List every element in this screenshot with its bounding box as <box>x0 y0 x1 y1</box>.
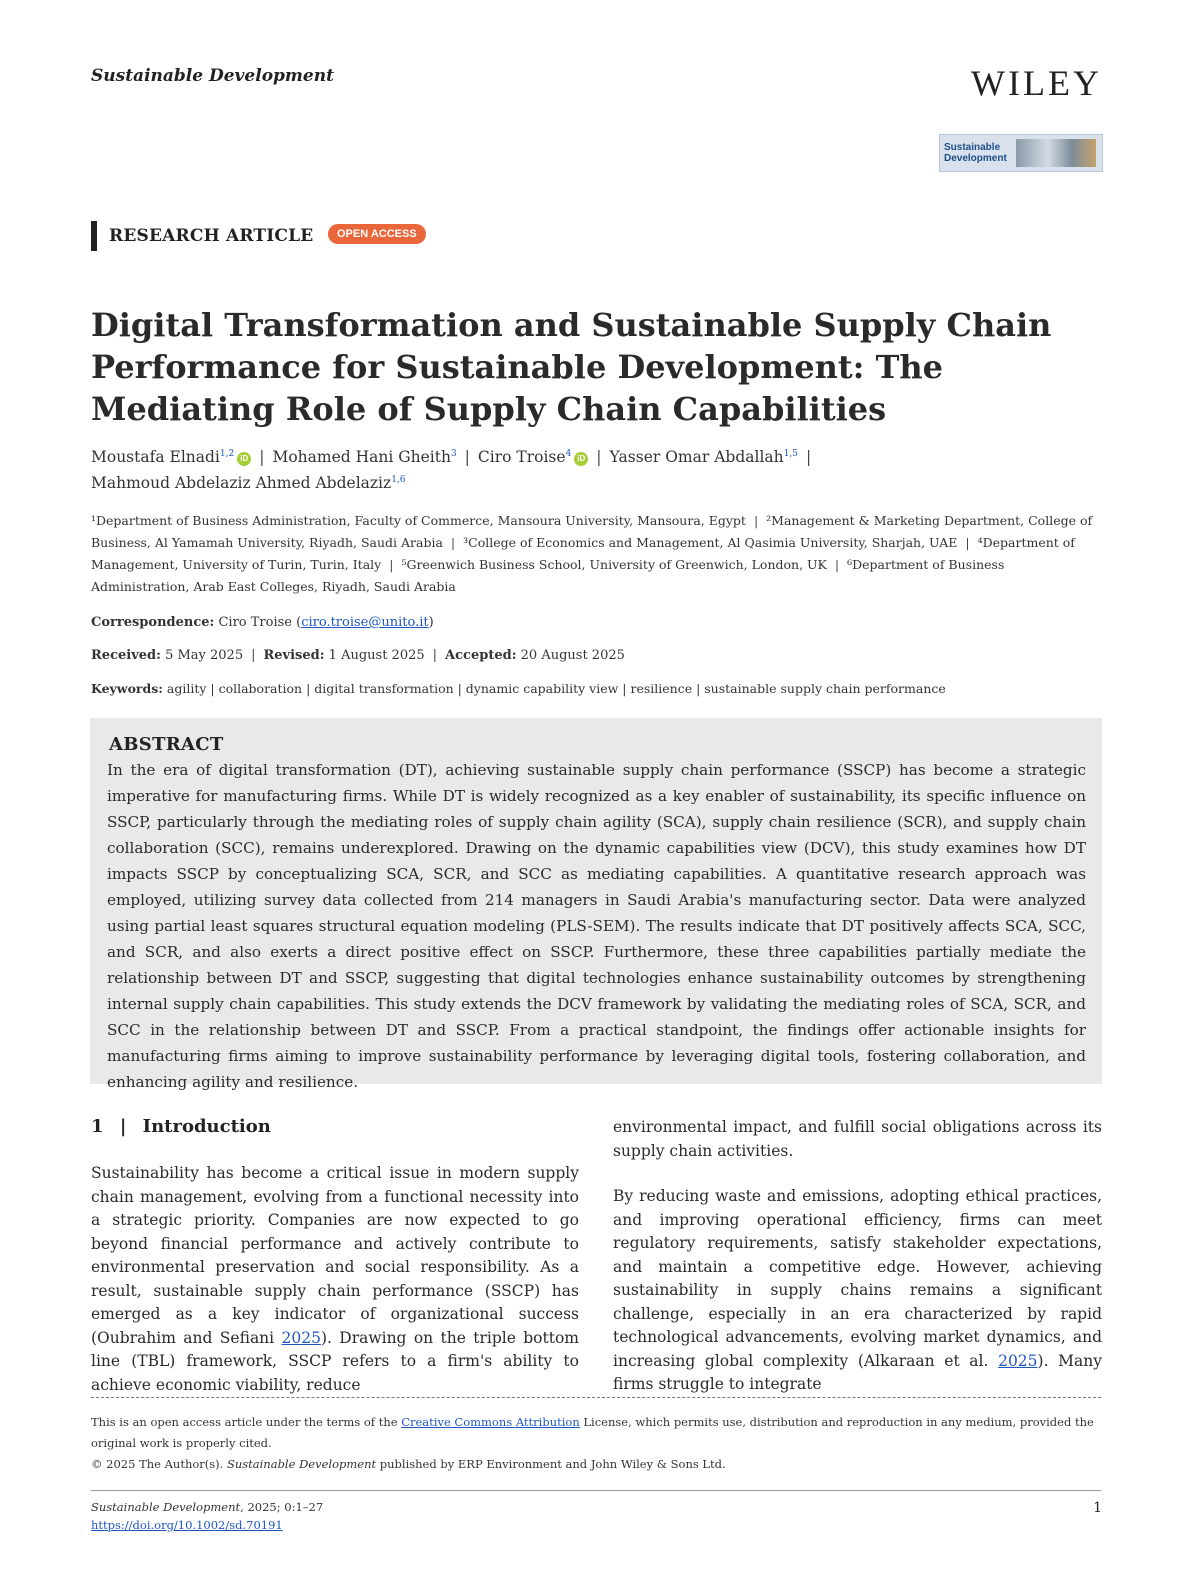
revised-date: 1 August 2025 <box>328 648 425 663</box>
citation-link[interactable]: 2025 <box>998 1351 1038 1370</box>
correspondence-email-link[interactable]: ciro.troise@unito.it <box>301 615 429 630</box>
paragraph-text: By reducing waste and emissions, adopting ethical practices, and improving operational efficiency, firms can meet regulatory requirements, satisfy stakeholder expectations, and maintain a competitive edge. However, achieving sustainability in supply chains remains a significant challenge, especially in an era characterized by rapid technological advancements, evolving market dynamics, and increasing global complexity (Alkaraan et al. <box>613 1187 1102 1370</box>
author-name[interactable]: Ciro Troise <box>477 448 566 467</box>
article-title: Digital Transformation and Sustainable Supply Chain Performance for Sustainable Development: The Mediating Role of Supply Chain Capabilities <box>91 306 1052 428</box>
license-notice <box>91 1412 1101 1475</box>
publisher-logo[interactable]: WILEY <box>971 63 1102 103</box>
copyright-text: © 2025 The Author(s). <box>91 1457 227 1471</box>
author-affil-sup[interactable]: 1,2 <box>219 449 235 459</box>
section-title: Introduction <box>142 1116 271 1137</box>
section-number: 1 <box>91 1116 104 1137</box>
abstract-box <box>90 718 1102 1091</box>
open-access-badge: OPEN ACCESS <box>328 224 426 244</box>
section-divider: | <box>119 1116 127 1137</box>
correspondence-name: Ciro Troise ( <box>218 615 302 630</box>
affiliation: ²Management & Marketing Department, College of Business, Al Yamamah University, Riyadh, Saudi Arabia <box>91 513 1093 550</box>
journal-cover-thumbnail[interactable] <box>939 134 1103 172</box>
author-affil-sup[interactable]: 1,5 <box>783 449 798 459</box>
affiliation: ³College of Economics and Management, Al Qasimia University, Sharjah, UAE <box>463 535 958 550</box>
paragraph <box>613 1185 1102 1397</box>
article-type-marker <box>91 221 97 251</box>
author-separator: | <box>596 448 602 467</box>
paragraph <box>91 1162 579 1397</box>
paragraph-text: ). Drawing on the triple bottom line (TBL) framework, SSCP refers to a firm's ability to achieve economic viability, reduce <box>91 1328 579 1394</box>
cc-license-link[interactable]: Creative Commons Attribution <box>401 1415 580 1429</box>
date-separator: | <box>251 648 256 663</box>
article-type: RESEARCH ARTICLE <box>109 226 314 246</box>
article-dates <box>91 648 625 663</box>
copyright-journal: Sustainable Development <box>226 1457 377 1471</box>
revised-label: Revised: <box>263 648 325 663</box>
citation-line <box>91 1498 323 1516</box>
doi-link[interactable]: https://doi.org/10.1002/sd.70191 <box>91 1518 283 1532</box>
footer-divider <box>91 1490 1101 1491</box>
copyright-text: published by ERP Environment and John Wiley & Sons Ltd. <box>376 1457 726 1471</box>
license-text: This is an open access article under the terms of the <box>91 1415 402 1429</box>
affiliations <box>91 510 1101 598</box>
abstract-text: In the era of digital transformation (DT), achieving sustainable supply chain performance (SSCP) has become a strategic imperative for manufacturing firms. While DT is widely recognized as a key enabler of sustainability, its specific influence on SSCP, particularly through the mediating roles of supply chain agility (SCA), supply chain resilience (SCR), and supply chain collaboration (SCC), remains underexplored. Drawing on the dynamic capabilities view (DCV), this study examines how DT impacts SSCP by conceptualizing SCA, SCR, and SCC as mediating capabilities. A quantitative research approach was employed, utilizing survey data collected from 214 managers in Saudi Arabia's manufacturing sector. Data were analyzed using partial least squares structural equation modeling (PLS-SEM). The results indicate that DT positively affects SCA, SCC, and SCR, and also exerts a direct positive effect on SSCP. Furthermore, these three capabilities partially mediate the relationship between DT and SSCP, suggesting that digital technologies enhance sustainability outcomes by strengthening internal supply chain capabilities. This study extends the DCV framework by validating the mediating roles of SCA, SCR, and SCC in the relationship between DT and SSCP. From a practical standpoint, the findings offer actionable insights for manufacturing firms aiming to improve sustainability performance by leveraging digital tools, fostering collaboration, and enhancing agility and resilience. <box>107 761 1086 1091</box>
citation-link[interactable]: 2025 <box>281 1328 321 1347</box>
keywords-label: Keywords: <box>91 681 163 696</box>
author-name[interactable]: Yasser Omar Abdallah <box>609 448 784 467</box>
author-affil-sup[interactable]: 3 <box>450 449 457 459</box>
author-affil-sup[interactable]: 4 <box>565 449 572 459</box>
license-line <box>91 1412 1101 1454</box>
received-date: 5 May 2025 <box>165 648 244 663</box>
affiliation-separator: | <box>834 557 840 572</box>
orcid-icon[interactable]: iD <box>574 452 588 466</box>
correspondence-close: ) <box>428 615 434 630</box>
citation-journal: Sustainable Development <box>91 1500 241 1514</box>
abstract-heading: ABSTRACT <box>109 734 224 755</box>
cover-title: Sustainable Development <box>944 142 1007 164</box>
right-column <box>613 1116 1102 1397</box>
page-number: 1 <box>1093 1500 1102 1516</box>
orcid-icon[interactable]: iD <box>237 452 251 466</box>
cover-image <box>1016 139 1096 167</box>
license-text: License, which permits use, distribution and reproduction in any medium, provided the original work is properly cited. <box>91 1415 1094 1450</box>
author-name[interactable]: Moustafa Elnadi <box>91 448 220 467</box>
accepted-label: Accepted: <box>445 648 517 663</box>
section-heading <box>91 1116 271 1137</box>
author-name[interactable]: Mohamed Hani Gheith <box>272 448 451 467</box>
received-label: Received: <box>91 648 161 663</box>
author-name[interactable]: Mahmoud Abdelaziz Ahmed Abdelaziz <box>91 474 392 493</box>
accepted-date: 20 August 2025 <box>520 648 625 663</box>
affiliation: ¹Department of Business Administration, Faculty of Commerce, Mansoura University, Mansoura, Egypt <box>91 513 746 528</box>
citation-details: , 2025; 0:1–27 <box>240 1500 324 1514</box>
correspondence <box>91 615 434 630</box>
keywords <box>91 681 946 696</box>
author-separator: | <box>464 448 470 467</box>
affiliation-separator: | <box>965 535 970 550</box>
date-separator: | <box>432 648 438 663</box>
affiliation: ⁴Department of Management, University of Turin, Turin, Italy <box>91 535 1075 572</box>
footer-citation <box>91 1498 323 1534</box>
author-affil-sup[interactable]: 1,6 <box>391 475 406 486</box>
correspondence-label: Correspondence: <box>91 615 215 630</box>
keywords-list: agility | collaboration | digital transformation | dynamic capability view | resilience | sustainable supply chain performance <box>166 681 946 696</box>
left-column <box>91 1162 579 1397</box>
affiliation: ⁶Department of Business Administration, Arab East Colleges, Riyadh, Saudi Arabia <box>91 557 1005 594</box>
journal-name: Sustainable Development <box>91 66 334 86</box>
license-divider <box>91 1397 1101 1398</box>
paragraph: environmental impact, and fulfill social obligations across its supply chain activities. <box>613 1118 1102 1160</box>
author-separator: | <box>805 448 812 467</box>
affiliation-separator: | <box>389 557 394 572</box>
author-separator: | <box>259 448 265 467</box>
affiliation-separator: | <box>753 513 759 528</box>
affiliation: ⁵Greenwich Business School, University of Greenwich, London, UK <box>401 557 827 572</box>
paragraph-text: ). Many firms struggle to integrate <box>613 1351 1102 1393</box>
author-list <box>91 443 1101 495</box>
paragraph-text: Sustainability has become a critical issue in modern supply chain management, evolving from a functional necessity into a strategic priority. Companies are now expected to go beyond financial performance and actively contribute to environmental preservation and social responsibility. As a result, sustainable supply chain performance (SSCP) has emerged as a key indicator of organizational success (Oubrahim and Sefiani <box>91 1164 579 1347</box>
affiliation-separator: | <box>450 535 456 550</box>
copyright-line <box>91 1454 1101 1475</box>
